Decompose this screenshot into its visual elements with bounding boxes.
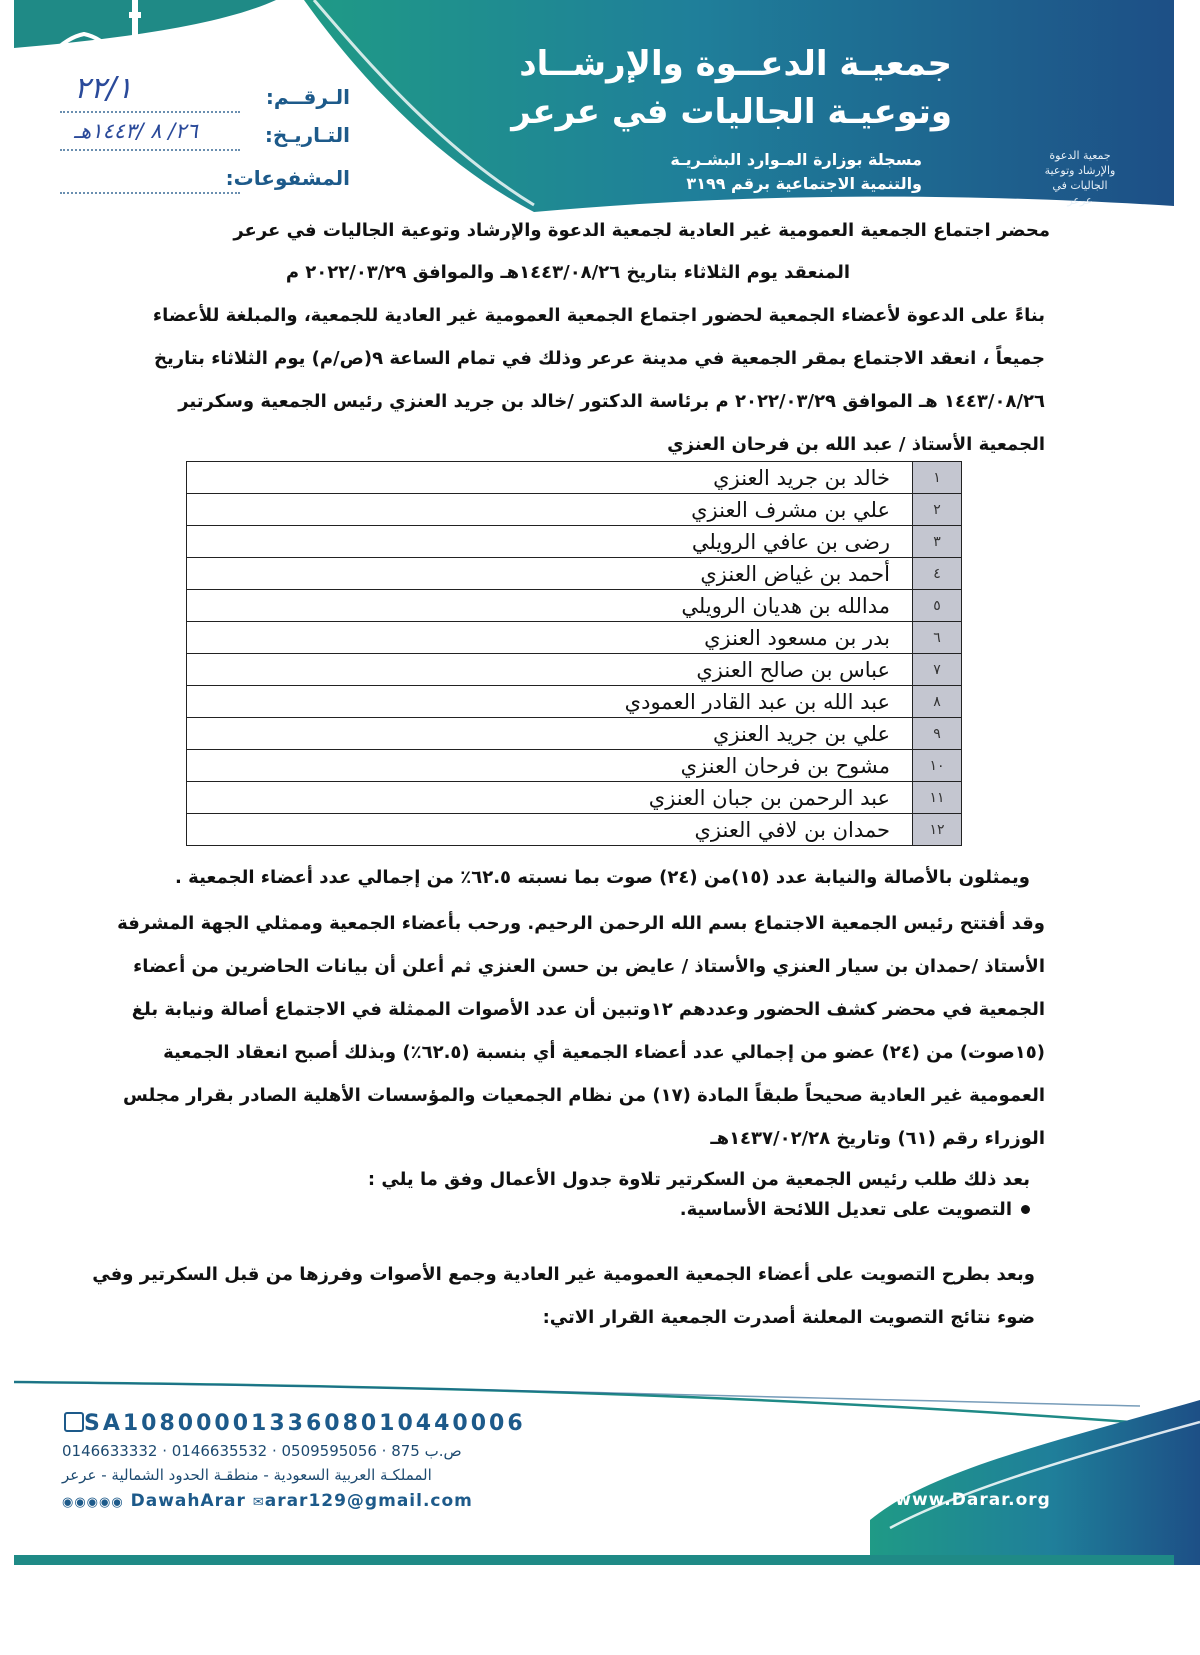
table-row (187, 686, 962, 718)
table-row (187, 462, 962, 494)
member-name: مشوح بن فرحان العنزي (187, 750, 913, 782)
intro-line: الجمعية الأستاذ / عبد الله بن فرحان العنزي (667, 434, 1045, 455)
member-number: ١١ (913, 782, 962, 814)
reference-number-line (60, 111, 240, 113)
member-name: رضى بن عافي الرويلي (187, 526, 913, 558)
opening-line: الجمعية في محضر كشف الحضور وعددهم ١٢وتبين أن عدد الأصوات الممثلة في الاجتماع أصالة ونيابة بلغ (131, 999, 1045, 1020)
table-row (187, 718, 962, 750)
reference-date-value: ٢٦/ ٨ /١٤٤٣هـ (74, 119, 198, 143)
member-name: عباس بن صالح العنزي (187, 654, 913, 686)
bullet-icon (1021, 1205, 1030, 1214)
table-row (187, 654, 962, 686)
org-name-line1: جمعيـة الدعــوة والإرشــاد (519, 44, 952, 84)
opening-line: العمومية غير العادية صحيحاً طبقاً المادة (١٧) من نظام الجمعيات والمؤسسات الأهلية الصادر بقرار مجلس (123, 1085, 1045, 1106)
website-line (880, 1490, 1051, 1510)
member-number: ٢ (913, 494, 962, 526)
intro-line: جميعاً ، انعقد الاجتماع بمقر الجمعية في مدينة عرعر وذلك في تمام الساعة ٩(ص/م) يوم الثلاثاء بتاريخ (153, 348, 1045, 369)
member-number: ١٠ (913, 750, 962, 782)
reference-number-row (60, 71, 350, 119)
registration-line2: والتنمية الاجتماعية برقم ٣١٩٩ (686, 174, 922, 193)
email-icon: ✉ (252, 1495, 265, 1510)
opening-line: وقد أفتتح رئيس الجمعية الاجتماع بسم الله الرحمن الرحيم. ورحب بأعضاء الجمعية وممثلي الجهة المشرفة (117, 913, 1045, 934)
member-name: خالد بن جريد العنزي (187, 462, 913, 494)
member-number: ٧ (913, 654, 962, 686)
table-row (187, 622, 962, 654)
org-name-line2: وتوعيـة الجاليات في عرعر (511, 92, 952, 132)
reference-date-line (60, 149, 240, 151)
table-row (187, 526, 962, 558)
iban-text: SA1080000133608010440006 (84, 1411, 526, 1436)
contact-line: 0146633332 · 0146635532 · 0509595056 · ص.ب 875 (62, 1442, 462, 1460)
social-icons: ◉◉◉◉◉ (62, 1495, 124, 1510)
reference-attachments-line (60, 192, 240, 194)
member-name: أحمد بن غياض العنزي (187, 558, 913, 590)
member-number: ٥ (913, 590, 962, 622)
agenda-item: التصويت على تعديل اللائحة الأساسية. (679, 1199, 1012, 1220)
address-line: المملكـة العربية السعودية - منطقـة الحدود الشمالية - عرعر (62, 1466, 432, 1484)
table-row (187, 814, 962, 846)
member-name: علي بن مشرف العنزي (187, 494, 913, 526)
email-text: arar129@gmail.com (264, 1491, 473, 1511)
intro-line: بناءً على الدعوة لأعضاء الجمعية لحضور اجتماع الجمعية العمومية غير العادية للجمعية، والمبلغة للأعضاء (152, 305, 1045, 326)
member-number: ١ (913, 462, 962, 494)
representation-line: ويمثلون بالأصالة والنيابة عدد (١٥)من (٢٤) صوت بما نسبته ٦٢.٥٪ من إجمالي عدد أعضاء الجمعية . (175, 867, 1030, 888)
table-row (187, 750, 962, 782)
reference-attachments-row (60, 166, 350, 200)
agenda-intro: بعد ذلك طلب رئيس الجمعية من السكرتير تلاوة جدول الأعمال وفق ما يلي : (367, 1169, 1030, 1190)
member-name: علي بن جريد العنزي (187, 718, 913, 750)
reference-date-row (60, 119, 350, 157)
social-line (62, 1491, 473, 1511)
reference-date-label: التـاريـخ: (264, 123, 350, 147)
voting-line: وبعد بطرح التصويت على أعضاء الجمعية العمومية غير العادية وجمع الأصوات وفرزها من قبل السكرتير وفي (92, 1264, 1035, 1285)
member-name: عبد الرحمن بن جبان العنزي (187, 782, 913, 814)
member-name: عبد الله بن عبد القادر العمودي (187, 686, 913, 718)
reference-number-value: ٢٢/١ (74, 71, 133, 106)
table-row (187, 782, 962, 814)
member-number: ٤ (913, 558, 962, 590)
logo-caption: جمعية الدعوة والإرشاد وتوعية الجاليات في عرعر (1044, 149, 1116, 207)
member-name: حمدان بن لافي العنزي (187, 814, 913, 846)
member-number: ٦ (913, 622, 962, 654)
member-name: بدر بن مسعود العنزي (187, 622, 913, 654)
opening-line: (١٥صوت) من (٢٤) عضو من إجمالي عدد أعضاء الجمعية أي بنسبة (٦٢.٥٪) وبذلك أصبح انعقاد الجمعية (163, 1042, 1045, 1063)
intro-line: ١٤٤٣/٠٨/٢٦ هـ الموافق ٢٠٢٢/٠٣/٢٩ م برئاسة الدكتور /خالد بن جريد العنزي رئيس الجمعية وسكرتير (178, 391, 1045, 412)
member-name: مدالله بن هديان الرويلي (187, 590, 913, 622)
members-table (186, 461, 962, 846)
iban-number (60, 1411, 526, 1436)
reference-number-label: الـرقــم: (265, 85, 350, 109)
opening-line: الأستاذ /حمدان بن سيار العنزي والأستاذ / عايض بن حسن العنزي ثم أعلن أن بيانات الحاضرين من أعضاء (133, 956, 1045, 977)
table-row (187, 494, 962, 526)
registration-line1: مسجلة بوزارة المـوارد البشـريـة (670, 150, 922, 169)
minutes-subtitle: المنعقد يوم الثلاثاء بتاريخ ١٤٤٣/٠٨/٢٦هـ والموافق ٢٠٢٢/٠٣/٢٩ م (285, 262, 850, 283)
member-number: ٣ (913, 526, 962, 558)
table-row (187, 590, 962, 622)
minutes-title: محضر اجتماع الجمعية العمومية غير العادية لجمعية الدعوة والإرشاد وتوعية الجاليات في عرعر (233, 220, 1050, 241)
globe-icon: ⊕ (880, 1490, 896, 1510)
member-number: ٨ (913, 686, 962, 718)
website-text: www.Darar.org (895, 1490, 1051, 1510)
member-number: ١٢ (913, 814, 962, 846)
table-row (187, 558, 962, 590)
member-number: ٩ (913, 718, 962, 750)
social-handle: DawahArar (130, 1491, 246, 1511)
reference-attachments-label: المشفوعات: (225, 166, 350, 190)
bank-icon (64, 1412, 84, 1432)
voting-line: ضوء نتائج التصويت المعلنة أصدرت الجمعية القرار الاتي: (542, 1307, 1035, 1328)
opening-line: الوزراء رقم (٦١) وتاريخ ١٤٣٧/٠٢/٢٨هـ (710, 1128, 1045, 1149)
